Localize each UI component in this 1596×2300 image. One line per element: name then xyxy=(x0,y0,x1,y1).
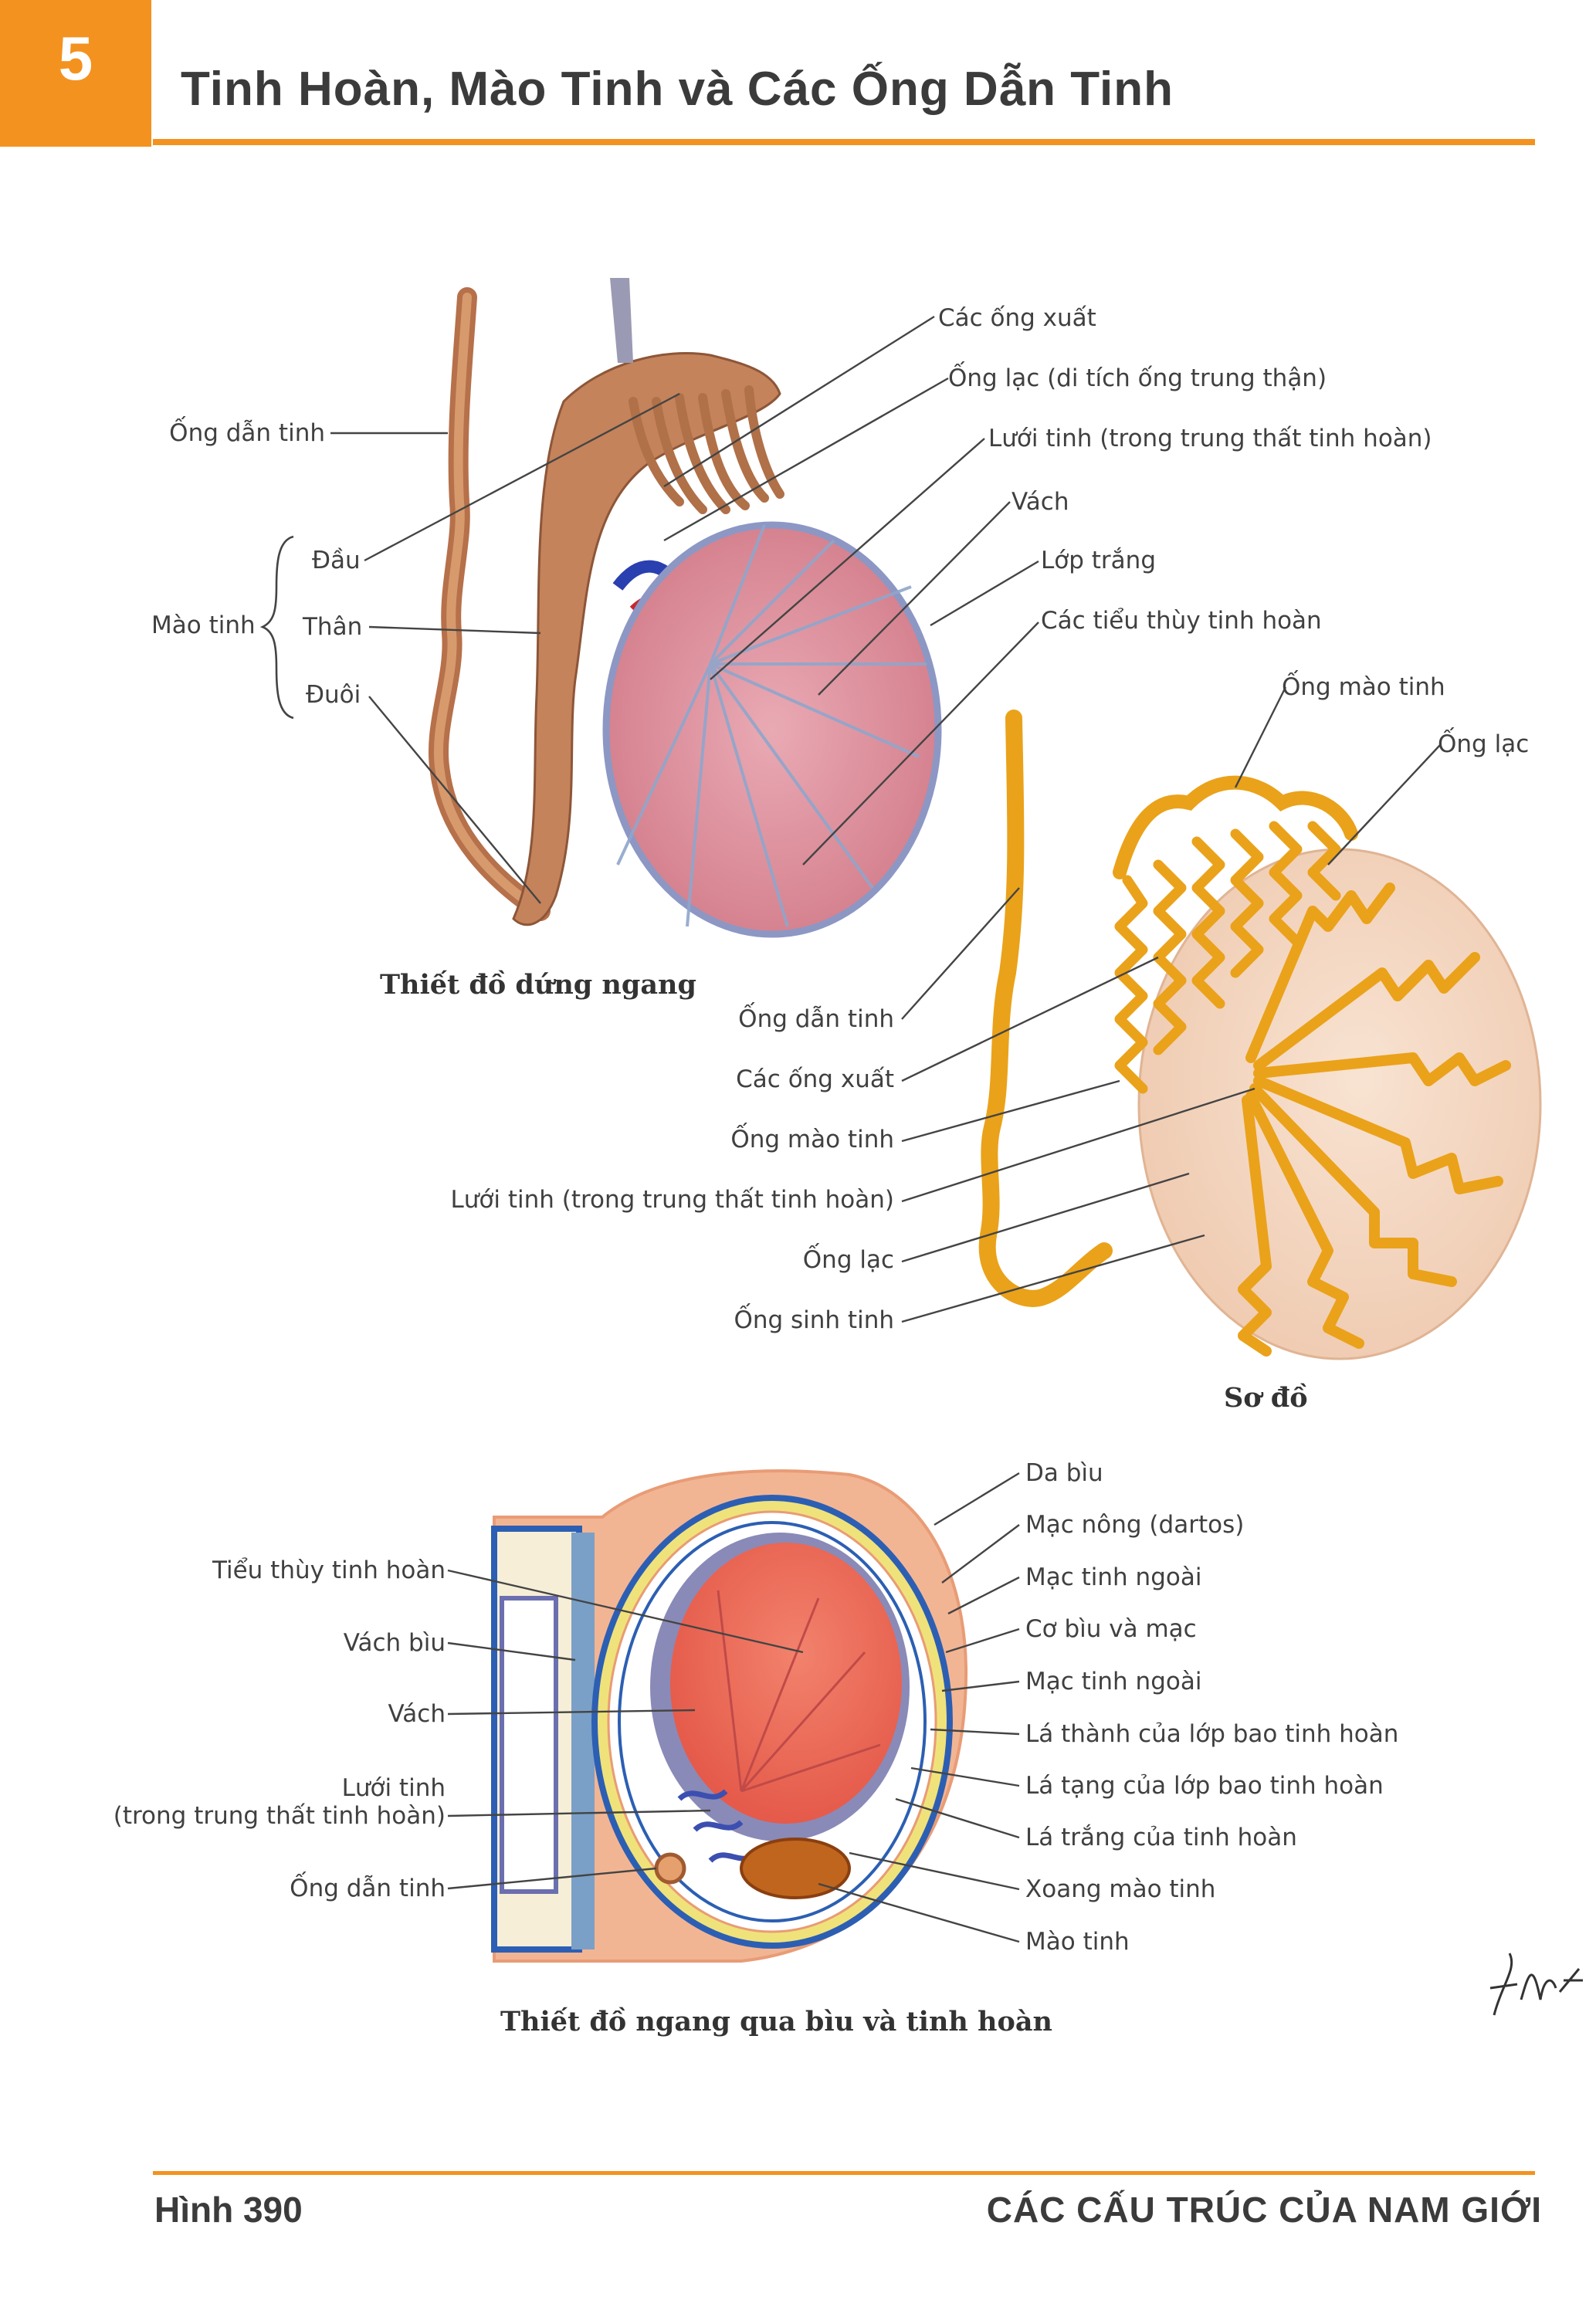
label-duoi: Đuôi xyxy=(306,681,361,709)
label-lop-trang: Lớp trắng xyxy=(1041,547,1156,574)
caption-figure1: Thiết đồ dứng ngang xyxy=(380,969,696,1001)
label-la-tang: Lá tạng của lớp bao tinh hoàn xyxy=(1025,1772,1384,1800)
label-tieu-thuy-tinh-hoan: Tiểu thùy tinh hoàn xyxy=(212,1556,446,1584)
caption-figure3: Thiết đồ ngang qua bìu và tinh hoàn xyxy=(500,2006,1052,2037)
label-fig3-luoi-tinh: Lưới tinh xyxy=(341,1774,446,1802)
footer-divider xyxy=(153,2171,1535,2175)
label-fig2-ong-sinh-tinh: Ống sinh tinh xyxy=(734,1306,894,1334)
label-fig2-ong-lac: Ống lạc xyxy=(802,1246,894,1274)
label-mac-tinh-ngoai-1: Mạc tinh ngoài xyxy=(1025,1563,1202,1591)
label-dau: Đầu xyxy=(312,547,361,574)
figure3-illustration xyxy=(494,1471,966,1961)
label-cac-ong-xuat: Các ống xuất xyxy=(938,304,1096,332)
label-mao-tinh: Mào tinh xyxy=(151,611,256,639)
label-ong-mao-tinh-top: Ống mào tinh xyxy=(1282,673,1445,701)
label-ong-dan-tinh: Ống dẫn tinh xyxy=(169,419,325,447)
figure-number: Hình 390 xyxy=(154,2190,303,2230)
label-ong-lac-top: Ống lạc xyxy=(1438,730,1530,758)
figure2-illustration xyxy=(988,718,1540,1359)
label-vach: Vách xyxy=(1011,488,1069,516)
label-fig3-vach: Vách xyxy=(388,1700,446,1728)
label-fig2-luoi-tinh: Lưới tinh (trong trung thất tinh hoàn) xyxy=(450,1186,894,1214)
label-mac-nong: Mạc nông (dartos) xyxy=(1025,1511,1245,1539)
label-fig2-ong-mao-tinh: Ống mào tinh xyxy=(730,1126,894,1153)
page-title: Tinh Hoàn, Mào Tinh và Các Ống Dẫn Tinh xyxy=(181,63,1174,116)
label-la-trang: Lá trắng của tinh hoàn xyxy=(1025,1824,1297,1851)
chapter-number: 5 xyxy=(58,24,93,93)
label-mao-tinh: Mào tinh xyxy=(1025,1928,1130,1956)
label-ong-lac-di-tich: Ống lạc (di tích ống trung thận) xyxy=(948,364,1327,392)
section-title: CÁC CẤU TRÚC CỦA NAM GIỚI xyxy=(986,2190,1542,2230)
label-cac-tieu-thuy: Các tiểu thùy tinh hoàn xyxy=(1041,607,1322,635)
signature-image xyxy=(1490,1953,1583,2015)
label-fig2-ong-dan-tinh: Ống dẫn tinh xyxy=(738,1005,894,1033)
figure1-illustration xyxy=(439,278,938,934)
label-vach-biu: Vách bìu xyxy=(343,1629,446,1657)
label-luoi-tinh: Lưới tinh (trong trung thất tinh hoàn) xyxy=(988,425,1432,452)
brace-mao-tinh xyxy=(263,537,293,718)
label-xoang-mao-tinh: Xoang mào tinh xyxy=(1025,1875,1216,1903)
label-fig3-trung-that: (trong trung thất tinh hoàn) xyxy=(113,1802,446,1830)
label-fig3-ong-dan-tinh: Ống dẫn tinh xyxy=(290,1875,446,1902)
label-da-biu: Da bìu xyxy=(1025,1459,1103,1487)
label-than: Thân xyxy=(303,613,363,641)
caption-figure2: Sơ đồ xyxy=(1224,1382,1308,1414)
label-fig2-cac-ong-xuat: Các ống xuất xyxy=(736,1065,894,1093)
label-la-thanh: Lá thành của lớp bao tinh hoàn xyxy=(1025,1720,1399,1748)
label-co-biu-va-mac: Cơ bìu và mạc xyxy=(1025,1615,1197,1643)
label-mac-tinh-ngoai-2: Mạc tinh ngoài xyxy=(1025,1668,1202,1695)
